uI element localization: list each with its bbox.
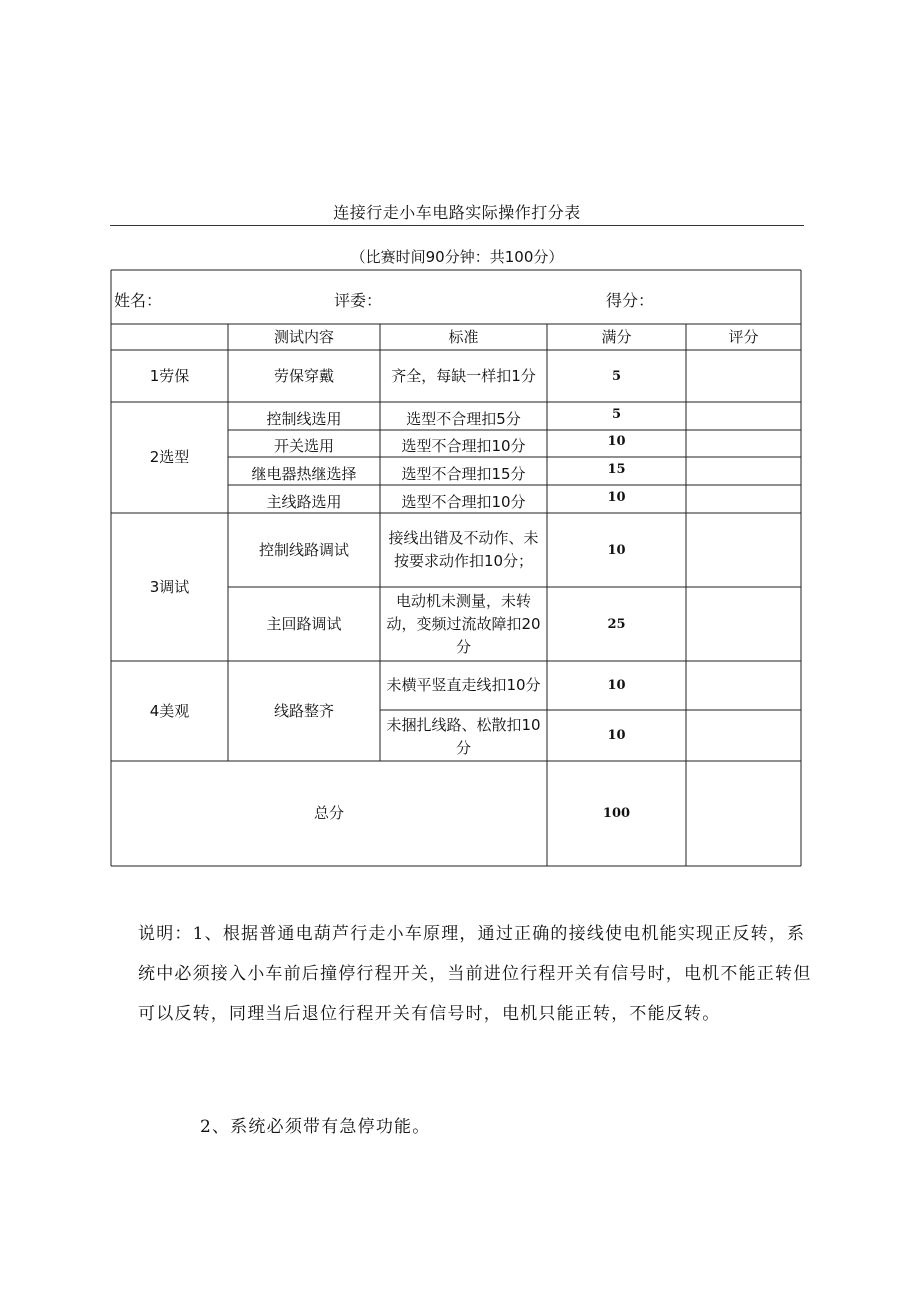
group-label: 4美观 <box>149 701 190 720</box>
scoring-standard: 接线出错及不动作、未按要求动作扣10分； <box>388 529 539 570</box>
group-label: 2选型 <box>149 448 190 466</box>
note-text-1: 说明：1、根据普通电葫芦行走小车原理，通过正确的接线使电机能实现正反转，系统中必须接入小车前后撞停行程开关，当前进位行程开关有信号时，电机不能正转但可以反转，同理当后退位行程开关有信号时，电机只能正转，不能反转。 <box>138 924 812 1024</box>
test-content: 开关选用 <box>273 437 334 455</box>
title-underline <box>110 225 804 226</box>
scoring-standard: 未捆扎线路、松散扣10分 <box>386 716 541 757</box>
page-title: 连接行走小车电路实际操作打分表 <box>333 203 581 222</box>
rating-cell[interactable] <box>686 513 801 587</box>
test-content: 劳保穿戴 <box>273 366 334 385</box>
full-score: 10 <box>607 489 626 505</box>
subtitle: （比赛时间90分钟：共100分） <box>350 248 564 266</box>
rating-cell[interactable] <box>686 485 801 513</box>
rating-cell[interactable] <box>686 457 801 485</box>
score-field-label: 得分： <box>606 291 655 310</box>
scoring-standard: 未横平竖直走线扣10分 <box>386 676 541 694</box>
test-content: 控制线选用 <box>266 409 342 428</box>
rating-cell[interactable] <box>686 587 801 661</box>
rating-cell[interactable] <box>686 430 801 457</box>
rating-cell[interactable] <box>686 710 801 761</box>
full-score: 5 <box>611 406 622 422</box>
scoring-standard: 齐全，每缺一样扣1分 <box>391 366 536 385</box>
column-header-standard: 标准 <box>448 327 479 346</box>
judge-field-label: 评委： <box>334 291 383 310</box>
total-full-score: 100 <box>602 806 631 821</box>
scoring-standard: 电动机未测量，未转动，变频过流故障扣20分 <box>386 591 541 656</box>
test-content: 线路整齐 <box>273 701 334 720</box>
full-score: 5 <box>611 368 622 384</box>
test-content: 控制线路调试 <box>258 540 349 559</box>
instructions-note-2: 2、系统必须带有急停功能。 <box>200 1117 431 1137</box>
group-label: 1劳保 <box>149 366 190 385</box>
instructions-note-1 <box>138 914 818 1034</box>
full-score: 15 <box>607 461 626 477</box>
full-score: 10 <box>607 542 626 558</box>
column-header-rating: 评分 <box>728 327 759 346</box>
rating-cell[interactable] <box>686 350 801 402</box>
full-score: 25 <box>607 616 626 632</box>
total-rating-cell[interactable] <box>686 761 801 866</box>
name-field-label: 姓名： <box>114 291 163 310</box>
full-score: 10 <box>607 434 626 449</box>
column-header-content: 测试内容 <box>273 327 334 346</box>
test-content: 继电器热继选择 <box>251 464 357 483</box>
column-header-full-score: 满分 <box>601 327 632 346</box>
full-score: 10 <box>607 728 626 743</box>
rating-cell[interactable] <box>686 661 801 710</box>
full-score: 10 <box>607 678 626 693</box>
scoring-standard: 选型不合理扣5分 <box>406 409 521 428</box>
test-content: 主线路选用 <box>266 492 342 511</box>
scoring-standard: 选型不合理扣15分 <box>401 464 526 483</box>
total-label: 总分 <box>313 804 344 822</box>
scoring-standard: 选型不合理扣10分 <box>401 492 526 511</box>
test-content: 主回路调试 <box>266 614 342 633</box>
rating-cell[interactable] <box>686 402 801 430</box>
group-label: 3调试 <box>149 577 190 596</box>
scoring-standard: 选型不合理扣10分 <box>401 437 526 455</box>
